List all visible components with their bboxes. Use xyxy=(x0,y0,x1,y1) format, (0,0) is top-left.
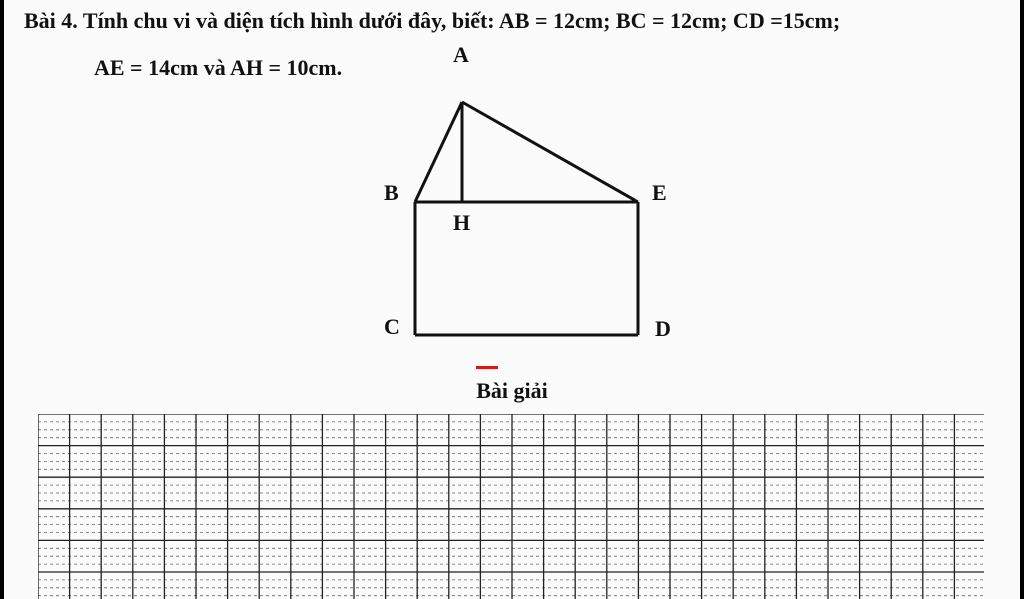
red-underline-mark xyxy=(476,366,498,369)
vertex-label-d: D xyxy=(655,316,671,341)
vertex-label-b: B xyxy=(384,180,399,205)
solution-heading: Bài giải xyxy=(476,378,548,403)
problem-statement-line-2: AE = 14cm và AH = 10cm. xyxy=(94,55,343,80)
vertex-label-e: E xyxy=(652,180,667,205)
worksheet-page xyxy=(4,0,1020,599)
problem-statement-line-1: Bài 4. Tính chu vi và diện tích hình dưới đây, biết: AB = 12cm; BC = 12cm; CD =15cm; xyxy=(24,8,841,33)
writing-grid xyxy=(38,414,984,599)
vertex-label-c: C xyxy=(384,314,400,339)
segment-ab xyxy=(415,102,462,202)
geometry-figure xyxy=(4,0,1020,400)
vertex-label-h: H xyxy=(453,210,471,235)
segment-ae xyxy=(462,102,638,202)
vertex-label-a: A xyxy=(453,42,469,67)
